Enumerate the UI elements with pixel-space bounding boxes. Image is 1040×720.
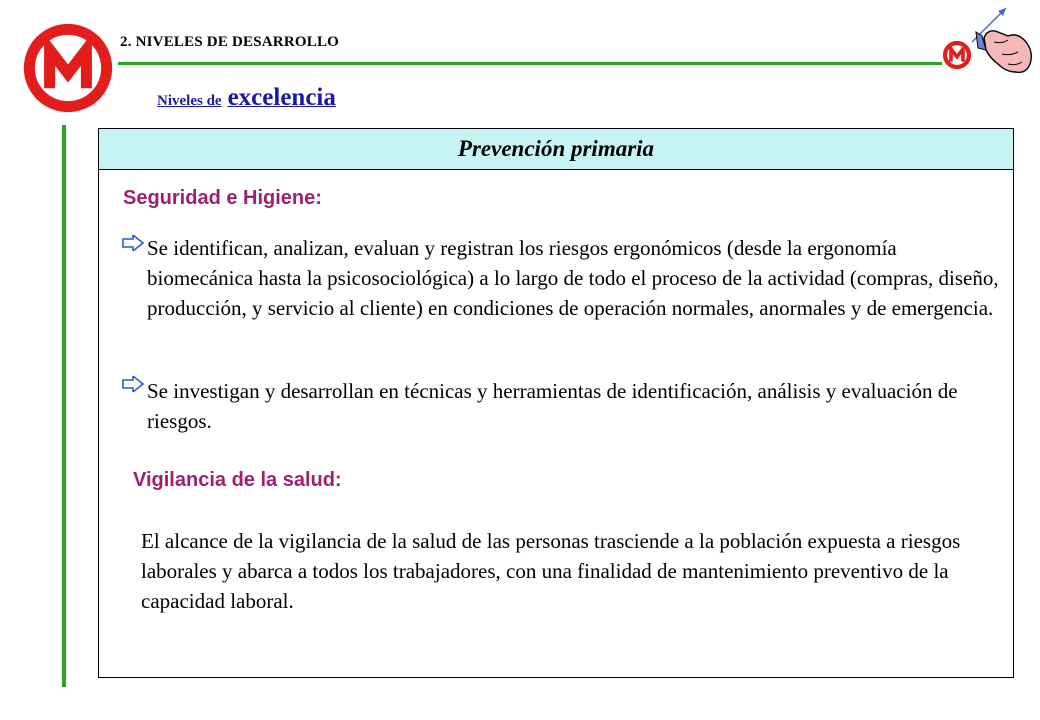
heading-seguridad: Seguridad e Higiene: [123,187,322,209]
heading-vigilancia: Vigilancia de la salud: [133,469,342,491]
subtitle-prefix: Niveles de [157,93,222,109]
bullet-text-2: Se investigan y desarrollan en técnicas y herramientas de identificación, análisis y evaluación de riesgos. [147,379,958,433]
metro-logo-large-icon [22,22,114,114]
arrow-right-icon [121,376,145,392]
side-divider [62,125,66,687]
content-box [98,128,1014,678]
subtitle [157,84,336,112]
box-title: Prevención primaria [99,129,1013,170]
arrow-right-icon [121,235,145,251]
header-divider [118,62,942,65]
bullet-text-1: Se identifican, analizan, evaluan y registran los riesgos ergonómicos (desde la ergonomía biomecánica hasta la psicosociológica) a lo largo de todo el proceso de la actividad (compras, diseño, producción, y servicio al cliente) en condiciones de operación normales, anormales y de emergencia. [147,236,999,320]
pointing-hand-icon [968,2,1038,80]
subtitle-main: excelencia [227,84,336,111]
vigilancia-text: El alcance de la vigilancia de la salud de las personas trasciende a la población expuesta a riesgos laborales y abarca a todos los trabajadores, con una finalidad de mantenimiento preventivo de la capacidad laboral. [141,529,961,613]
section-title: 2. NIVELES DE DESARROLLO [120,34,340,50]
